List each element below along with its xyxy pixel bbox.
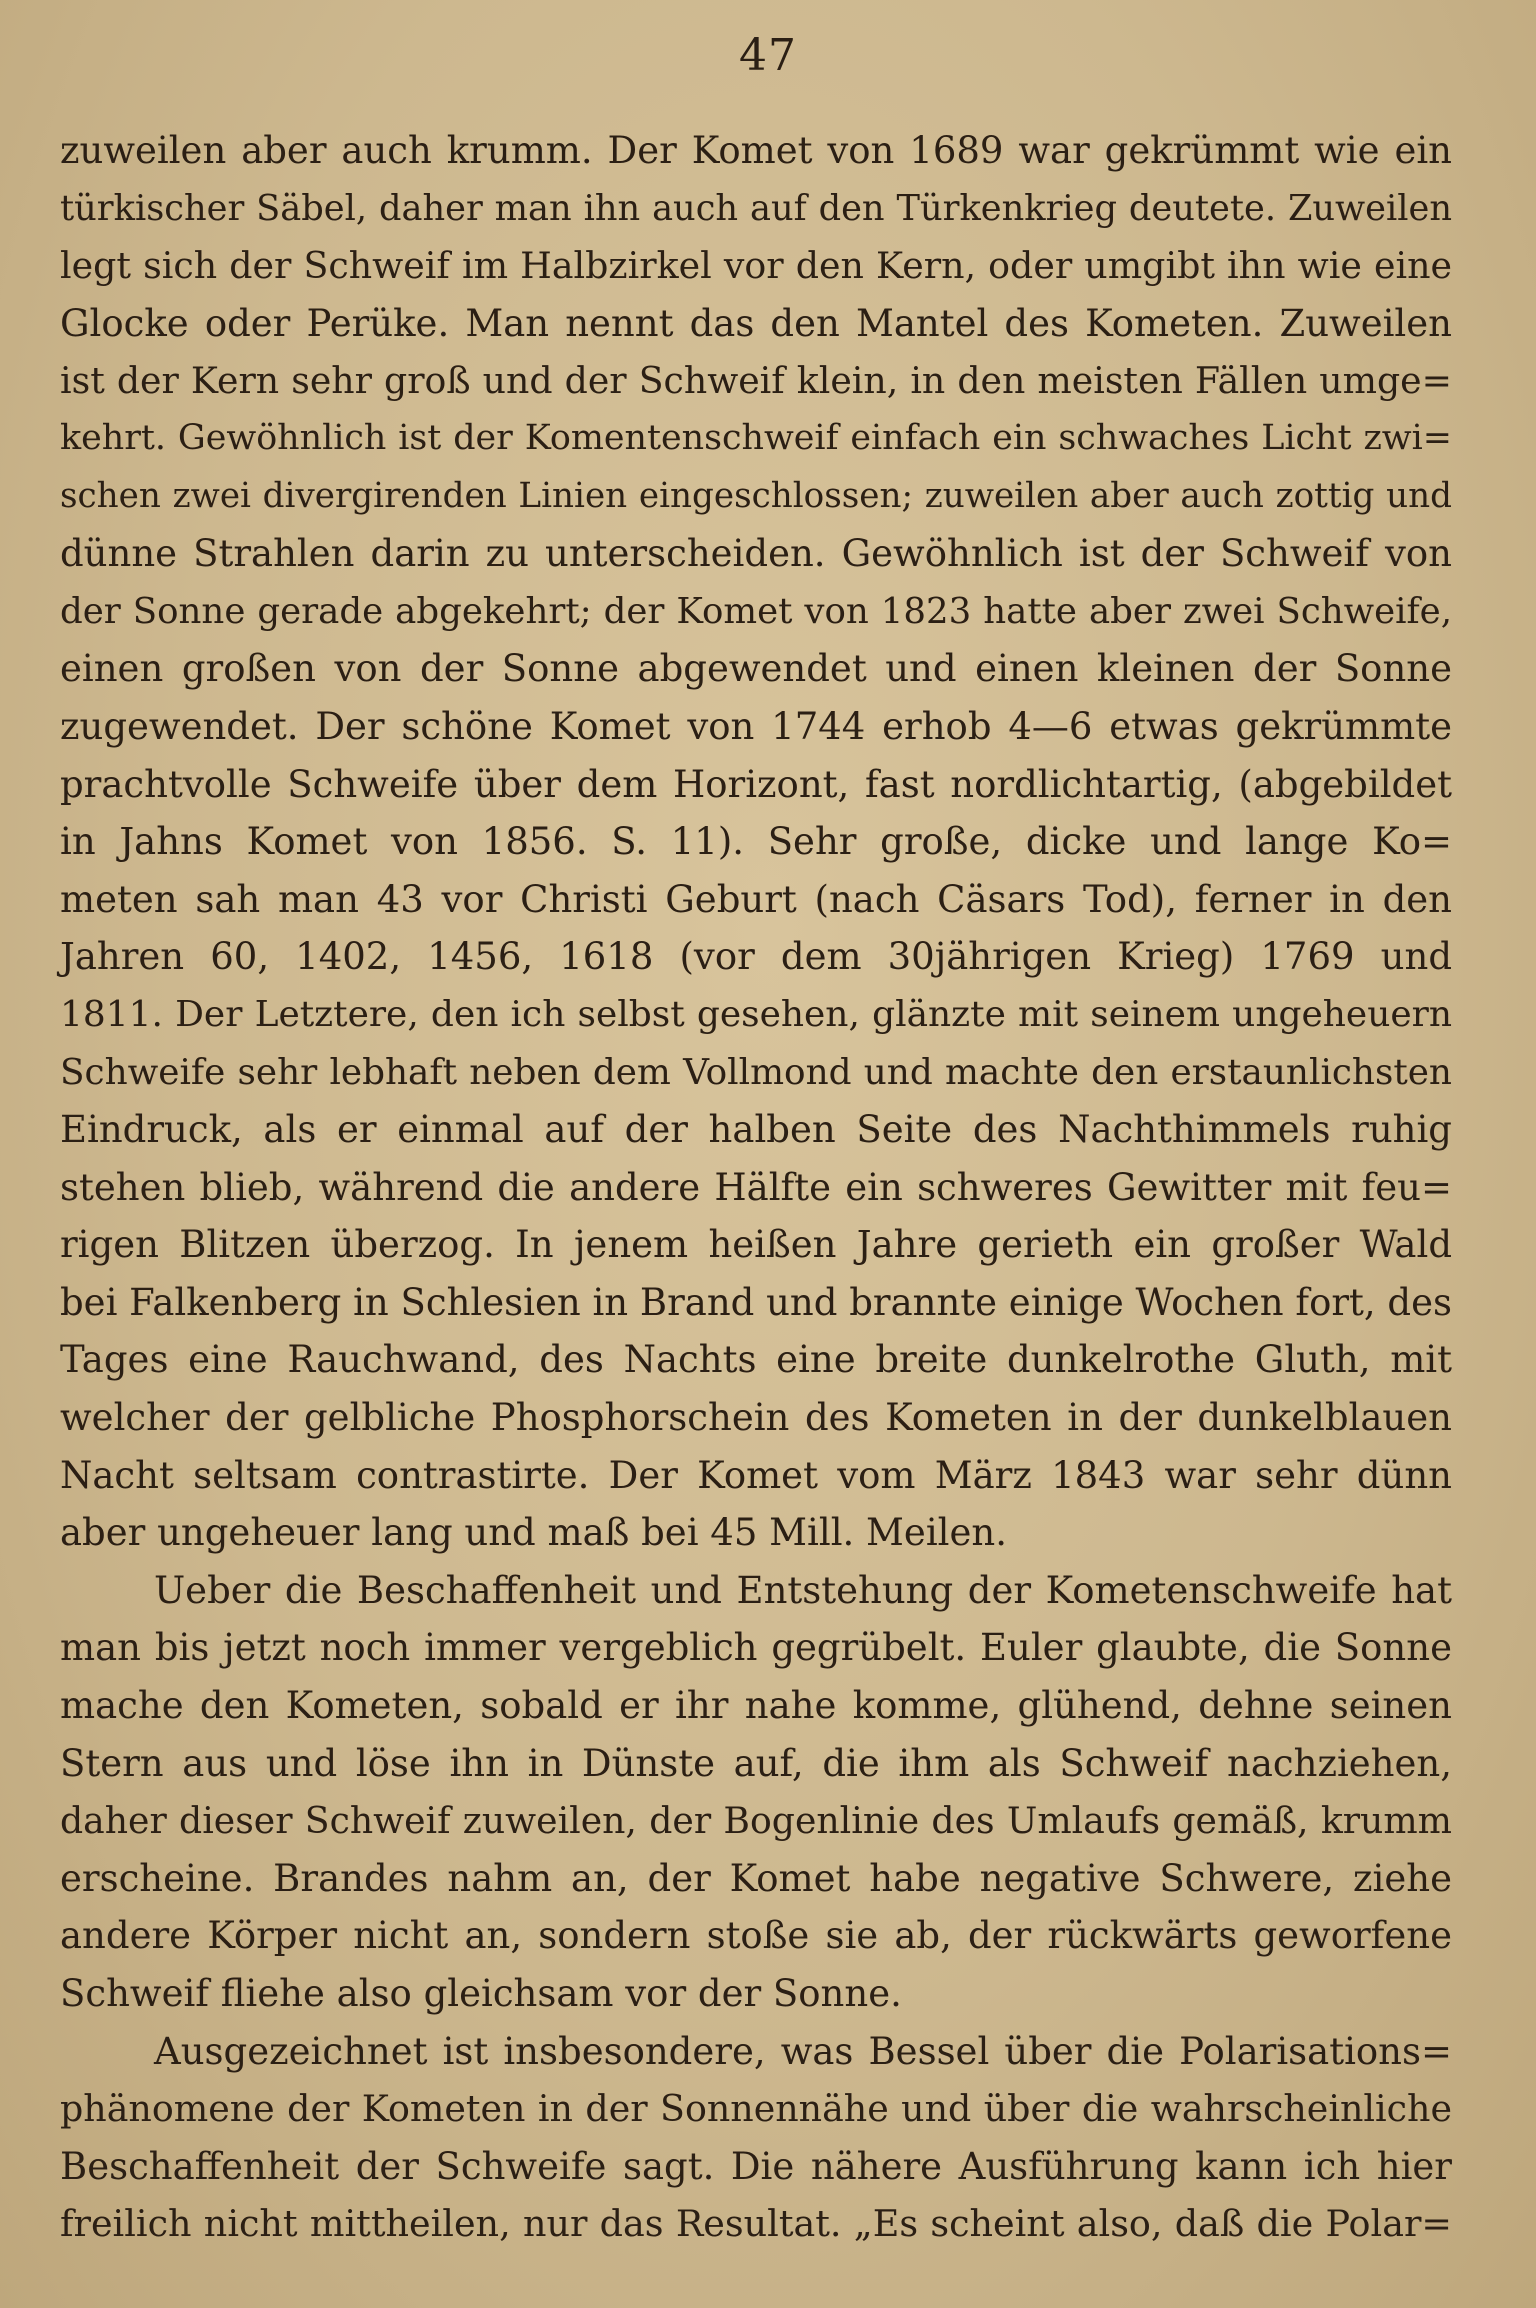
text-line: phänomene der Kometen in der Sonnennähe und über die wahrscheinliche [60,2087,1452,2131]
body-text [60,122,1452,2253]
paragraph [60,122,1452,1562]
text-line: rigen Blitzen überzog. In jenem heißen Jahre gerieth ein großer Wald [60,1223,1452,1267]
text-line: man bis jetzt noch immer vergeblich gegrübelt. Euler glaubte, die Sonne [60,1626,1452,1670]
text-line: Schweife sehr lebhaft neben dem Vollmond und machte den erstaunlichsten [60,1051,1452,1093]
text-line: Eindruck, als er einmal auf der halben Seite des Nachthimmels ruhig [60,1108,1452,1152]
text-line: zuweilen aber auch krumm. Der Komet von 1689 war gekrümmt wie ein [60,129,1452,172]
text-line: welcher der gelbliche Phosphorschein des Kometen in der dunkelblauen [60,1396,1452,1440]
text-line: ist der Kern sehr groß und der Schweif klein, in den meisten Fällen umge= [60,359,1452,403]
text-line: schen zwei divergirenden Linien eingeschlossen; zuweilen aber auch zottig und [60,475,1452,516]
text-line: türkischer Säbel, daher man ihn auch auf den Türkenkrieg deutete. Zuweilen [60,187,1452,229]
text-line: zugewendet. Der schöne Komet von 1744 erhob 4—6 etwas gekrümmte [60,704,1452,748]
text-line: prachtvolle Schweife über dem Horizont, fast nordlichtartig, (abgebildet [60,762,1452,806]
paragraph [60,2023,1452,2253]
text-line: 1811. Der Letztere, den ich selbst gesehen, glänzte mit seinem ungeheuern [60,993,1452,1035]
text-line: Ausgezeichnet ist insbesondere, was Bessel über die Polarisations= [154,2029,1452,2073]
text-line: meten sah man 43 vor Christi Geburt (nach Cäsars Tod), ferner in den [60,877,1452,921]
text-line: Nacht seltsam contrastirte. Der Komet vom März 1843 war sehr dünn [60,1453,1452,1497]
text-line: Beschaffenheit der Schweife sagt. Die nähere Ausführung kann ich hier [60,2144,1452,2188]
text-line: einen großen von der Sonne abgewendet und einen kleinen der Sonne [60,647,1452,691]
text-line: Ueber die Beschaffenheit und Entstehung der Kometenschweife hat [154,1568,1452,1612]
text-line: erscheine. Brandes nahm an, der Komet habe negative Schwere, ziehe [60,1856,1452,1900]
text-line: freilich nicht mittheilen, nur das Resultat. „Es scheint also, daß die Polar= [60,2202,1452,2246]
paragraph [60,1562,1452,2023]
text-line: Stern aus und löse ihn in Dünste auf, die ihm als Schweif nachziehen, [60,1741,1452,1785]
text-line: mache den Kometen, sobald er ihr nahe komme, glühend, dehne seinen [60,1684,1452,1728]
text-line: aber ungeheuer lang und maß bei 45 Mill. Meilen. [60,1511,1007,1555]
text-line: Jahren 60, 1402, 1456, 1618 (vor dem 30jährigen Krieg) 1769 und [60,935,1452,979]
page-number: 47 [739,30,797,81]
text-line: andere Körper nicht an, sondern stoße sie ab, der rückwärts geworfene [60,1914,1452,1958]
text-line: Tages eine Rauchwand, des Nachts eine breite dunkelrothe Gluth, mit [60,1338,1452,1382]
text-line: Glocke oder Perüke. Man nennt das den Mantel des Kometen. Zuweilen [60,301,1452,345]
text-line: bei Falkenberg in Schlesien in Brand und brannte einige Wochen fort, des [60,1280,1452,1324]
text-line: in Jahns Komet von 1856. S. 11). Sehr große, dicke und lange Ko= [60,820,1452,864]
text-line: Schweif fliehe also gleichsam vor der Sonne. [60,1972,902,2015]
text-line: daher dieser Schweif zuweilen, der Bogenlinie des Umlaufs gemäß, krumm [60,1799,1452,1843]
text-line: dünne Strahlen darin zu unterscheiden. Gewöhnlich ist der Schweif von [60,532,1452,576]
text-line: stehen blieb, während die andere Hälfte ein schweres Gewitter mit feu= [60,1165,1452,1209]
text-line: legt sich der Schweif im Halbzirkel vor den Kern, oder umgibt ihn wie eine [60,244,1452,288]
text-line: kehrt. Gewöhnlich ist der Komentenschweif einfach ein schwaches Licht zwi= [60,417,1452,458]
text-line: der Sonne gerade abgekehrt; der Komet von 1823 hatte aber zwei Schweife, [60,590,1452,632]
